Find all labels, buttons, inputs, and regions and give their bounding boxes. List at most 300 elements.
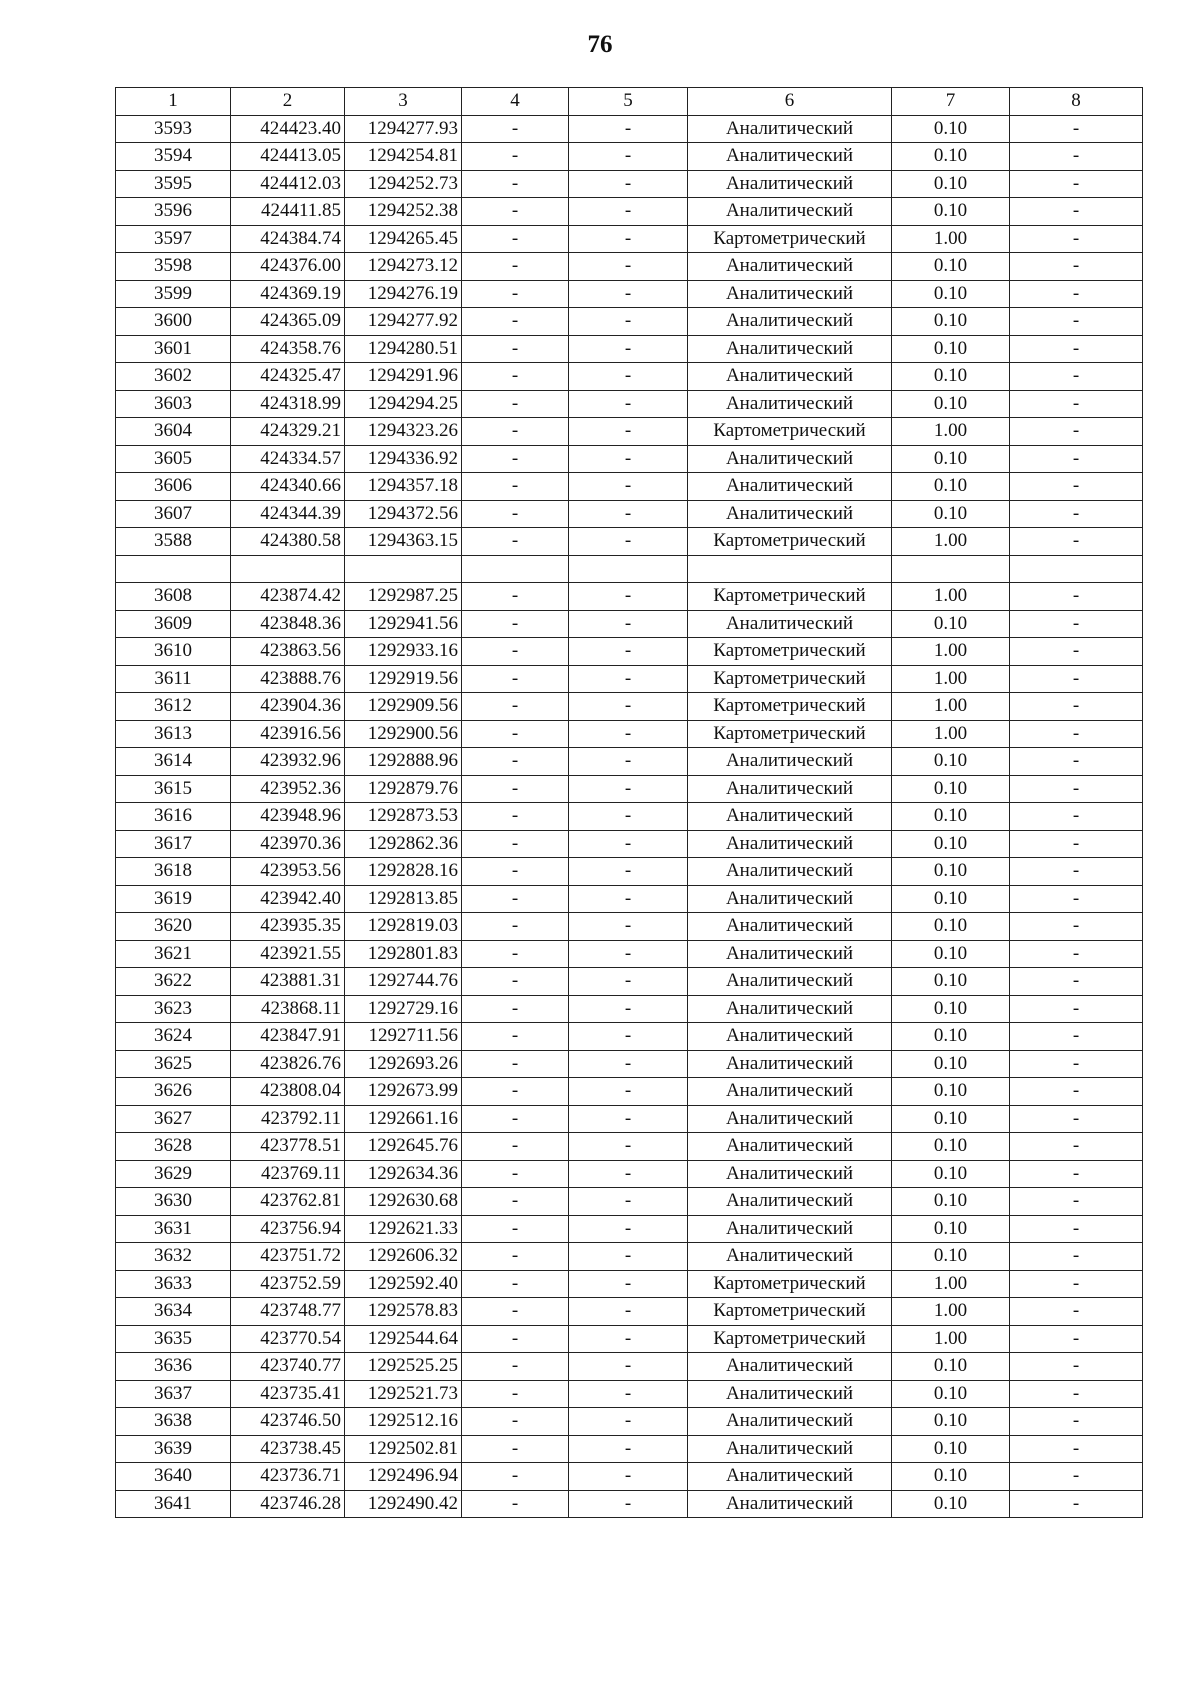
x-coordinate-cell: 424340.66 xyxy=(231,473,345,501)
point-number-cell: 3601 xyxy=(116,335,231,363)
y-coordinate-cell: 1294277.92 xyxy=(345,308,462,336)
x-coordinate-cell: 423953.56 xyxy=(231,858,345,886)
y-coordinate-cell: 1292813.85 xyxy=(345,885,462,913)
accuracy-cell: 0.10 xyxy=(892,1188,1010,1216)
y-coordinate-cell: 1294323.26 xyxy=(345,418,462,446)
column-5-cell: - xyxy=(569,720,688,748)
table-row xyxy=(116,968,1143,996)
x-coordinate-cell: 423847.91 xyxy=(231,1023,345,1051)
column-5-cell: - xyxy=(569,500,688,528)
column-5-cell: - xyxy=(569,1215,688,1243)
column-4-cell: - xyxy=(462,830,569,858)
x-coordinate-cell: 423752.59 xyxy=(231,1270,345,1298)
table-row xyxy=(116,225,1143,253)
table-row xyxy=(116,748,1143,776)
table-row xyxy=(116,1188,1143,1216)
table-row xyxy=(116,913,1143,941)
accuracy-cell: 0.10 xyxy=(892,1380,1010,1408)
x-coordinate-cell: 423935.35 xyxy=(231,913,345,941)
column-8-cell: - xyxy=(1010,1435,1143,1463)
y-coordinate-cell: 1292578.83 xyxy=(345,1298,462,1326)
accuracy-cell: 0.10 xyxy=(892,748,1010,776)
column-5-cell: - xyxy=(569,1078,688,1106)
accuracy-cell: 0.10 xyxy=(892,445,1010,473)
x-coordinate-cell: 424369.19 xyxy=(231,280,345,308)
table-row xyxy=(116,445,1143,473)
accuracy-cell: 0.10 xyxy=(892,115,1010,143)
accuracy-cell: 0.10 xyxy=(892,1105,1010,1133)
y-coordinate-cell: 1294254.81 xyxy=(345,143,462,171)
accuracy-cell: 1.00 xyxy=(892,693,1010,721)
column-5-cell: - xyxy=(569,885,688,913)
column-4-cell: - xyxy=(462,115,569,143)
x-coordinate-cell: 423746.50 xyxy=(231,1408,345,1436)
y-coordinate-cell: 1292521.73 xyxy=(345,1380,462,1408)
method-cell: Аналитический xyxy=(688,913,892,941)
x-coordinate-cell: 423756.94 xyxy=(231,1215,345,1243)
point-number-cell: 3600 xyxy=(116,308,231,336)
column-4-cell: - xyxy=(462,1078,569,1106)
point-number-cell: 3611 xyxy=(116,665,231,693)
method-cell: Аналитический xyxy=(688,1160,892,1188)
point-number-cell: 3614 xyxy=(116,748,231,776)
column-5-cell: - xyxy=(569,775,688,803)
column-5-cell xyxy=(569,555,688,583)
accuracy-cell: 0.10 xyxy=(892,968,1010,996)
accuracy-cell: 0.10 xyxy=(892,1435,1010,1463)
y-coordinate-cell: 1292828.16 xyxy=(345,858,462,886)
table-row xyxy=(116,198,1143,226)
table-row xyxy=(116,473,1143,501)
y-coordinate-cell xyxy=(345,555,462,583)
y-coordinate-cell: 1292879.76 xyxy=(345,775,462,803)
method-cell: Аналитический xyxy=(688,885,892,913)
accuracy-cell: 0.10 xyxy=(892,390,1010,418)
column-5-cell: - xyxy=(569,748,688,776)
method-cell: Аналитический xyxy=(688,500,892,528)
y-coordinate-cell: 1292645.76 xyxy=(345,1133,462,1161)
column-8-cell: - xyxy=(1010,610,1143,638)
column-8-cell: - xyxy=(1010,913,1143,941)
x-coordinate-cell: 423904.36 xyxy=(231,693,345,721)
column-5-cell: - xyxy=(569,1380,688,1408)
column-4-cell: - xyxy=(462,693,569,721)
x-coordinate-cell: 423916.56 xyxy=(231,720,345,748)
column-5-cell: - xyxy=(569,1435,688,1463)
method-cell: Аналитический xyxy=(688,170,892,198)
column-8-cell: - xyxy=(1010,583,1143,611)
table-row xyxy=(116,308,1143,336)
y-coordinate-cell: 1292490.42 xyxy=(345,1490,462,1518)
x-coordinate-cell: 423970.36 xyxy=(231,830,345,858)
table-row xyxy=(116,858,1143,886)
y-coordinate-cell: 1292900.56 xyxy=(345,720,462,748)
column-8-cell: - xyxy=(1010,1325,1143,1353)
accuracy-cell: 0.10 xyxy=(892,253,1010,281)
column-4-cell: - xyxy=(462,308,569,336)
y-coordinate-cell: 1292673.99 xyxy=(345,1078,462,1106)
y-coordinate-cell: 1294252.38 xyxy=(345,198,462,226)
y-coordinate-cell: 1292592.40 xyxy=(345,1270,462,1298)
accuracy-cell: 0.10 xyxy=(892,1050,1010,1078)
column-4-cell: - xyxy=(462,335,569,363)
column-8-cell: - xyxy=(1010,775,1143,803)
y-coordinate-cell: 1292661.16 xyxy=(345,1105,462,1133)
column-8-cell: - xyxy=(1010,143,1143,171)
table-row xyxy=(116,693,1143,721)
x-coordinate-cell: 423881.31 xyxy=(231,968,345,996)
column-5-cell: - xyxy=(569,693,688,721)
point-number-cell: 3605 xyxy=(116,445,231,473)
accuracy-cell: 0.10 xyxy=(892,610,1010,638)
method-cell: Аналитический xyxy=(688,803,892,831)
column-8-cell: - xyxy=(1010,885,1143,913)
accuracy-cell: 1.00 xyxy=(892,418,1010,446)
x-coordinate-cell: 423942.40 xyxy=(231,885,345,913)
column-5-cell: - xyxy=(569,473,688,501)
column-5-cell: - xyxy=(569,1243,688,1271)
column-8-cell: - xyxy=(1010,995,1143,1023)
y-coordinate-cell: 1292621.33 xyxy=(345,1215,462,1243)
table-row xyxy=(116,1023,1143,1051)
column-4-cell: - xyxy=(462,1270,569,1298)
column-8-cell: - xyxy=(1010,473,1143,501)
column-8-cell: - xyxy=(1010,638,1143,666)
column-5-cell: - xyxy=(569,610,688,638)
column-5-cell: - xyxy=(569,1105,688,1133)
point-number-cell: 3620 xyxy=(116,913,231,941)
method-cell: Аналитический xyxy=(688,1243,892,1271)
y-coordinate-cell: 1292888.96 xyxy=(345,748,462,776)
table-row xyxy=(116,1353,1143,1381)
column-8-cell: - xyxy=(1010,1188,1143,1216)
column-5-cell: - xyxy=(569,583,688,611)
column-4-cell: - xyxy=(462,1325,569,1353)
table-row xyxy=(116,1243,1143,1271)
table-row xyxy=(116,143,1143,171)
column-8-cell: - xyxy=(1010,1380,1143,1408)
column-8-cell: - xyxy=(1010,528,1143,556)
table-row xyxy=(116,638,1143,666)
column-4-cell: - xyxy=(462,1490,569,1518)
column-4-cell: - xyxy=(462,995,569,1023)
y-coordinate-cell: 1292502.81 xyxy=(345,1435,462,1463)
method-cell: Аналитический xyxy=(688,280,892,308)
accuracy-cell: 0.10 xyxy=(892,1023,1010,1051)
table-row xyxy=(116,1490,1143,1518)
page-number: 76 xyxy=(587,31,613,58)
column-5-cell: - xyxy=(569,115,688,143)
x-coordinate-cell: 423888.76 xyxy=(231,665,345,693)
method-cell: Картометрический xyxy=(688,528,892,556)
y-coordinate-cell: 1294252.73 xyxy=(345,170,462,198)
column-8-cell: - xyxy=(1010,968,1143,996)
accuracy-cell: 1.00 xyxy=(892,665,1010,693)
y-coordinate-cell: 1294277.93 xyxy=(345,115,462,143)
column-4-cell: - xyxy=(462,363,569,391)
y-coordinate-cell: 1292941.56 xyxy=(345,610,462,638)
column-4-cell: - xyxy=(462,1105,569,1133)
point-number-cell: 3640 xyxy=(116,1463,231,1491)
column-header: 7 xyxy=(892,88,1010,116)
table-row xyxy=(116,115,1143,143)
x-coordinate-cell: 424358.76 xyxy=(231,335,345,363)
point-number-cell: 3588 xyxy=(116,528,231,556)
point-number-cell: 3604 xyxy=(116,418,231,446)
method-cell: Картометрический xyxy=(688,720,892,748)
table-row xyxy=(116,1133,1143,1161)
y-coordinate-cell: 1294336.92 xyxy=(345,445,462,473)
column-5-cell: - xyxy=(569,940,688,968)
x-coordinate-cell: 424344.39 xyxy=(231,500,345,528)
x-coordinate-cell: 424412.03 xyxy=(231,170,345,198)
x-coordinate-cell: 424411.85 xyxy=(231,198,345,226)
point-number-cell: 3617 xyxy=(116,830,231,858)
point-number-cell: 3594 xyxy=(116,143,231,171)
point-number-cell: 3602 xyxy=(116,363,231,391)
column-8-cell: - xyxy=(1010,1050,1143,1078)
x-coordinate-cell: 424325.47 xyxy=(231,363,345,391)
column-5-cell: - xyxy=(569,445,688,473)
column-8-cell: - xyxy=(1010,1463,1143,1491)
x-coordinate-cell: 423735.41 xyxy=(231,1380,345,1408)
point-number-cell: 3632 xyxy=(116,1243,231,1271)
method-cell: Аналитический xyxy=(688,1133,892,1161)
y-coordinate-cell: 1292630.68 xyxy=(345,1188,462,1216)
column-header: 6 xyxy=(688,88,892,116)
point-number-cell: 3635 xyxy=(116,1325,231,1353)
column-8-cell: - xyxy=(1010,748,1143,776)
column-4-cell: - xyxy=(462,1050,569,1078)
table-row xyxy=(116,1078,1143,1106)
table-row xyxy=(116,610,1143,638)
column-4-cell: - xyxy=(462,1298,569,1326)
column-header: 5 xyxy=(569,88,688,116)
column-4-cell: - xyxy=(462,968,569,996)
column-5-cell: - xyxy=(569,198,688,226)
column-8-cell: - xyxy=(1010,803,1143,831)
column-5-cell: - xyxy=(569,143,688,171)
column-5-cell: - xyxy=(569,363,688,391)
method-cell: Аналитический xyxy=(688,1435,892,1463)
point-number-cell: 3634 xyxy=(116,1298,231,1326)
point-number-cell: 3606 xyxy=(116,473,231,501)
column-4-cell: - xyxy=(462,720,569,748)
x-coordinate-cell: 423863.56 xyxy=(231,638,345,666)
x-coordinate-cell: 423770.54 xyxy=(231,1325,345,1353)
method-cell: Аналитический xyxy=(688,1188,892,1216)
accuracy-cell: 0.10 xyxy=(892,858,1010,886)
y-coordinate-cell: 1292873.53 xyxy=(345,803,462,831)
column-4-cell: - xyxy=(462,1408,569,1436)
accuracy-cell: 1.00 xyxy=(892,583,1010,611)
point-number-cell: 3616 xyxy=(116,803,231,831)
y-coordinate-cell: 1292525.25 xyxy=(345,1353,462,1381)
column-8-cell: - xyxy=(1010,335,1143,363)
method-cell: Аналитический xyxy=(688,610,892,638)
table-row xyxy=(116,583,1143,611)
accuracy-cell: 0.10 xyxy=(892,280,1010,308)
table-row xyxy=(116,500,1143,528)
column-4-cell: - xyxy=(462,858,569,886)
column-4-cell: - xyxy=(462,803,569,831)
y-coordinate-cell: 1292634.36 xyxy=(345,1160,462,1188)
point-number-cell: 3596 xyxy=(116,198,231,226)
table-row xyxy=(116,1105,1143,1133)
table-row xyxy=(116,940,1143,968)
column-8-cell: - xyxy=(1010,1133,1143,1161)
x-coordinate-cell: 423748.77 xyxy=(231,1298,345,1326)
column-8-cell: - xyxy=(1010,1105,1143,1133)
table-row xyxy=(116,1298,1143,1326)
table-row xyxy=(116,720,1143,748)
accuracy-cell: 0.10 xyxy=(892,803,1010,831)
column-4-cell: - xyxy=(462,1133,569,1161)
column-5-cell: - xyxy=(569,1270,688,1298)
table-row xyxy=(116,1160,1143,1188)
method-cell: Картометрический xyxy=(688,225,892,253)
x-coordinate-cell: 423746.28 xyxy=(231,1490,345,1518)
column-4-cell: - xyxy=(462,913,569,941)
method-cell: Аналитический xyxy=(688,390,892,418)
column-header: 2 xyxy=(231,88,345,116)
column-5-cell: - xyxy=(569,280,688,308)
point-number-cell: 3627 xyxy=(116,1105,231,1133)
point-number-cell: 3615 xyxy=(116,775,231,803)
column-8-cell: - xyxy=(1010,280,1143,308)
y-coordinate-cell: 1292512.16 xyxy=(345,1408,462,1436)
x-coordinate-cell: 424334.57 xyxy=(231,445,345,473)
column-5-cell: - xyxy=(569,1133,688,1161)
column-4-cell: - xyxy=(462,445,569,473)
point-number-cell: 3609 xyxy=(116,610,231,638)
column-4-cell: - xyxy=(462,1215,569,1243)
method-cell: Картометрический xyxy=(688,583,892,611)
x-coordinate-cell xyxy=(231,555,345,583)
column-8-cell: - xyxy=(1010,830,1143,858)
method-cell: Картометрический xyxy=(688,418,892,446)
accuracy-cell: 1.00 xyxy=(892,528,1010,556)
accuracy-cell: 0.10 xyxy=(892,940,1010,968)
column-8-cell: - xyxy=(1010,1408,1143,1436)
column-5-cell: - xyxy=(569,225,688,253)
y-coordinate-cell: 1294265.45 xyxy=(345,225,462,253)
x-coordinate-cell: 424318.99 xyxy=(231,390,345,418)
method-cell: Аналитический xyxy=(688,940,892,968)
method-cell: Аналитический xyxy=(688,1353,892,1381)
table-row xyxy=(116,335,1143,363)
method-cell: Аналитический xyxy=(688,363,892,391)
point-number-cell: 3630 xyxy=(116,1188,231,1216)
column-8-cell: - xyxy=(1010,1353,1143,1381)
x-coordinate-cell: 423751.72 xyxy=(231,1243,345,1271)
table-row xyxy=(116,1050,1143,1078)
accuracy-cell: 0.10 xyxy=(892,885,1010,913)
method-cell: Аналитический xyxy=(688,308,892,336)
method-cell: Аналитический xyxy=(688,335,892,363)
x-coordinate-cell: 423932.96 xyxy=(231,748,345,776)
accuracy-cell: 1.00 xyxy=(892,638,1010,666)
column-5-cell: - xyxy=(569,418,688,446)
column-8-cell: - xyxy=(1010,1023,1143,1051)
column-5-cell: - xyxy=(569,968,688,996)
table-row xyxy=(116,830,1143,858)
x-coordinate-cell: 424423.40 xyxy=(231,115,345,143)
column-8-cell: - xyxy=(1010,363,1143,391)
accuracy-cell: 0.10 xyxy=(892,1353,1010,1381)
method-cell: Картометрический xyxy=(688,638,892,666)
column-5-cell: - xyxy=(569,1408,688,1436)
accuracy-cell: 0.10 xyxy=(892,1408,1010,1436)
method-cell: Аналитический xyxy=(688,198,892,226)
accuracy-cell xyxy=(892,555,1010,583)
accuracy-cell: 0.10 xyxy=(892,1490,1010,1518)
x-coordinate-cell: 423948.96 xyxy=(231,803,345,831)
column-8-cell: - xyxy=(1010,1270,1143,1298)
table-row xyxy=(116,170,1143,198)
column-8-cell: - xyxy=(1010,1243,1143,1271)
y-coordinate-cell: 1294291.96 xyxy=(345,363,462,391)
y-coordinate-cell: 1294280.51 xyxy=(345,335,462,363)
accuracy-cell: 0.10 xyxy=(892,198,1010,226)
accuracy-cell: 1.00 xyxy=(892,720,1010,748)
column-5-cell: - xyxy=(569,1188,688,1216)
column-5-cell: - xyxy=(569,858,688,886)
table-row xyxy=(116,418,1143,446)
method-cell: Аналитический xyxy=(688,143,892,171)
table-row xyxy=(116,775,1143,803)
accuracy-cell: 1.00 xyxy=(892,225,1010,253)
column-5-cell: - xyxy=(569,665,688,693)
x-coordinate-cell: 423848.36 xyxy=(231,610,345,638)
column-4-cell: - xyxy=(462,280,569,308)
column-8-cell: - xyxy=(1010,170,1143,198)
point-number-cell: 3624 xyxy=(116,1023,231,1051)
y-coordinate-cell: 1292496.94 xyxy=(345,1463,462,1491)
column-8-cell: - xyxy=(1010,308,1143,336)
method-cell: Аналитический xyxy=(688,115,892,143)
column-8-cell: - xyxy=(1010,1298,1143,1326)
point-number-cell: 3603 xyxy=(116,390,231,418)
point-number-cell: 3639 xyxy=(116,1435,231,1463)
table-row xyxy=(116,1435,1143,1463)
accuracy-cell: 0.10 xyxy=(892,500,1010,528)
y-coordinate-cell: 1292909.56 xyxy=(345,693,462,721)
column-8-cell: - xyxy=(1010,390,1143,418)
x-coordinate-cell: 423740.77 xyxy=(231,1353,345,1381)
method-cell: Аналитический xyxy=(688,775,892,803)
column-8-cell: - xyxy=(1010,693,1143,721)
method-cell: Аналитический xyxy=(688,473,892,501)
accuracy-cell: 1.00 xyxy=(892,1325,1010,1353)
column-4-cell xyxy=(462,555,569,583)
y-coordinate-cell: 1294273.12 xyxy=(345,253,462,281)
x-coordinate-cell: 424329.21 xyxy=(231,418,345,446)
y-coordinate-cell: 1292711.56 xyxy=(345,1023,462,1051)
method-cell: Аналитический xyxy=(688,253,892,281)
column-5-cell: - xyxy=(569,253,688,281)
column-4-cell: - xyxy=(462,638,569,666)
column-5-cell: - xyxy=(569,1160,688,1188)
y-coordinate-cell: 1294363.15 xyxy=(345,528,462,556)
column-8-cell: - xyxy=(1010,115,1143,143)
y-coordinate-cell: 1292919.56 xyxy=(345,665,462,693)
column-5-cell: - xyxy=(569,913,688,941)
accuracy-cell: 1.00 xyxy=(892,1270,1010,1298)
x-coordinate-cell: 423778.51 xyxy=(231,1133,345,1161)
accuracy-cell: 0.10 xyxy=(892,143,1010,171)
y-coordinate-cell: 1294372.56 xyxy=(345,500,462,528)
